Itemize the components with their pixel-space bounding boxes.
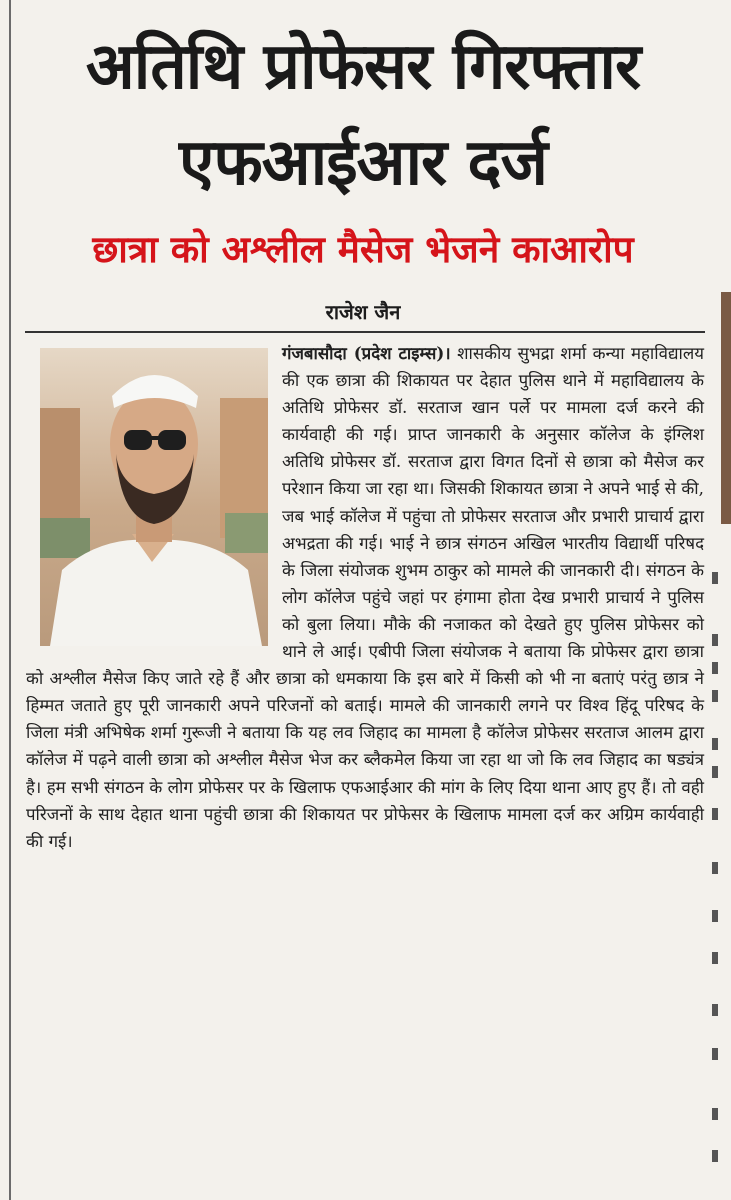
adjacent-text-fragment xyxy=(712,634,718,646)
article-body-text: शासकीय सुभद्रा शर्मा कन्या महाविद्यालय की एक छात्रा की शिकायत पर देहात पुलिस थाने में महाविद्यालय के अतिथि प्रोफेसर डॉ. सरताज खान पर्ले पर मामला दर्ज करने की कार्यवाही की गई। प्राप्त जानकारी के अनुसार कॉलेज के इंग्लिश अतिथि प्रोफेसर डॉ. सरताज द्वारा विगत दिनों से छात्रा को मैसेज कर परेशान किया जा रहा था। जिसकी शिकायत छात्रा ने अपने भाई से की, जब भाई कॉलेज में पहुंचा तो प्रोफेसर सरताज और प्रभारी प्राचार्य द्वारा अभद्रता की गई। भाई ने छात्र संगठन अखिल भारतीय विद्यार्थी परिषद के जिला संयोजक शुभम ठाकुर को मामले की जानकारी दी। संगठन के लोग कॉलेज पहुंचे जहां पर हंगामा होता देख प्रभारी प्राचार्य ने पुलिस को बुला लिया। मौके की नजाकत को देखते हुए पुलिस प्रोफेसर को थाने ले आई। एबीपी जिला संयोजक ने बताया कि प्रोफेसर द्वारा छात्रा को अश्लील मैसेज किए जाते रहे हैं और छात्रा को धमकाया कि इस बारे में किसी को भी ना बताएं परंतु छात्र ने हिम्मत जताते हुए पूरी जानकारी अपने परिजनों को बताई। मामले की जानकारी लगने पर विश्व हिंदू परिषद के जिला मंत्री अभिषेक शर्मा गुरूजी ने बताया कि यह लव जिहाद का मामला है कॉलेज प्रोफेसर सरताज आलम द्वारा कॉलेज में पढ़ने वाली छात्रा को अश्लील मैसेज भेज कर ब्लैकमेल किया जा रहा था जो कि लव जिहाद का षड्यंत्र है। हम सभी संगठन के लोग प्रोफेसर पर के खिलाफ एफआईआर की मांग के लिए दिया थाना आए हुए हैं। तो वही परिजनों के साथ देहात थाना पहुंची छात्रा की शिकायत पर प्रोफेसर के खिलाफ मामला दर्ज कर अग्रिम कार्यवाही की गई। xyxy=(26,343,704,851)
page-left-border xyxy=(9,0,11,1200)
article-body xyxy=(26,340,704,855)
adjacent-column-edge xyxy=(712,0,731,1200)
adjacent-text-fragment xyxy=(712,572,718,584)
adjacent-text-fragment xyxy=(712,766,718,778)
adjacent-text-fragment xyxy=(712,808,718,820)
byline: राजेश जैन xyxy=(325,300,401,324)
adjacent-text-fragment xyxy=(712,1004,718,1016)
adjacent-text-fragment xyxy=(712,952,718,964)
portrait-image xyxy=(40,348,268,646)
headline-line-2: एफआईआर दर्ज xyxy=(179,126,547,200)
adjacent-text-fragment xyxy=(712,862,718,874)
subheadline: छात्रा को अश्लील मैसेज भेजने काआरोप xyxy=(92,228,634,271)
adjacent-text-fragment xyxy=(712,662,718,674)
adjacent-text-fragment xyxy=(712,690,718,702)
adjacent-text-fragment xyxy=(712,1108,718,1120)
adjacent-text-fragment xyxy=(712,1048,718,1060)
adjacent-text-fragment xyxy=(712,738,718,750)
professor-photo xyxy=(40,348,268,646)
byline-divider xyxy=(25,331,705,333)
adjacent-text-fragment xyxy=(712,1150,718,1162)
adjacent-text-fragment xyxy=(712,910,718,922)
article-lead: गंजबासौदा (प्रदेश टाइम्स)। xyxy=(282,343,451,363)
headline-line-1: अतिथि प्रोफेसर गिरफ्तार xyxy=(85,30,641,104)
news-article xyxy=(20,0,706,1200)
